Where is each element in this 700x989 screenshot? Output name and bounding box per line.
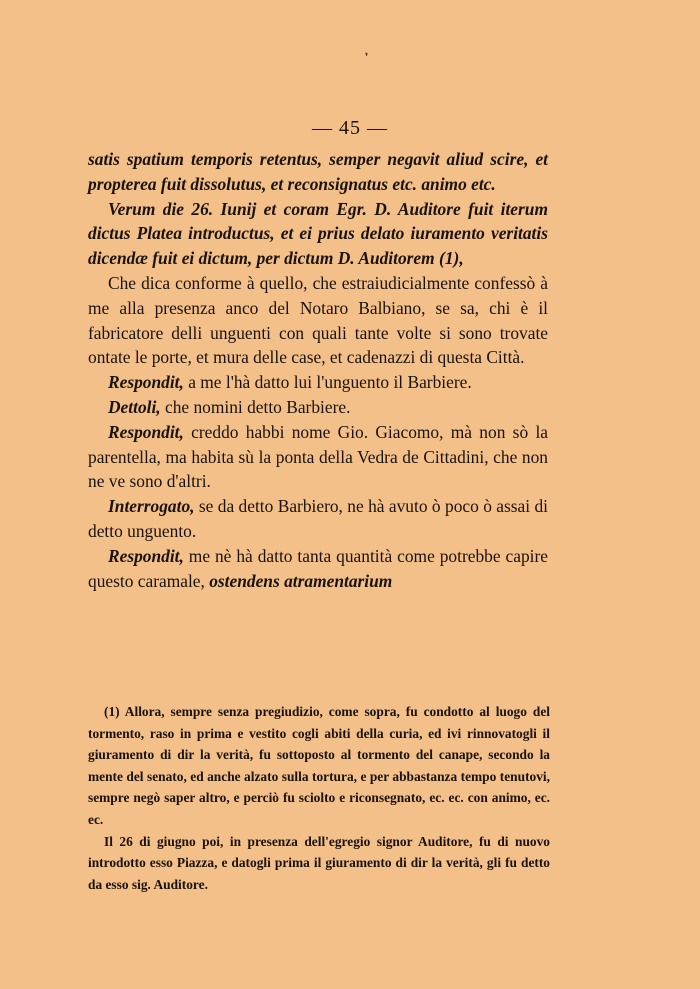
- footnote-reference: (1),: [439, 248, 464, 269]
- page-number: — 45 —: [312, 117, 388, 139]
- answer-text: me nè hà datto tanta quantità come potrebbe capire questo caramale,: [88, 545, 548, 591]
- latin-text: ostendens atramentarium: [204, 570, 393, 591]
- question-text: se da detto Barbiero, ne hà avuto ò poco ò assai di detto unguento.: [88, 496, 548, 541]
- paragraph-question: [88, 494, 548, 544]
- paragraph-answer: [88, 370, 548, 395]
- paragraph-answer: [88, 420, 548, 494]
- question-text: che nomini detto Barbiere.: [160, 396, 351, 417]
- latin-text: Verum die 26. Iunij et coram Egr. D. Auditore fuit iterum dictus Platea introductus, et ei prius delato iuramento veritatis dicendæ fuit ei dictum, per dictum D. Auditorem: [88, 198, 548, 269]
- speaker-label: Interrogato,: [108, 496, 195, 517]
- ink-speck: ❜: [365, 52, 369, 63]
- footnotes: [88, 701, 550, 895]
- footnote-2: Il 26 di giugno poi, in presenza dell'egregio signor Auditore, fu di nuovo introdotto esso Piazza, e datogli prima il giuramento di dir la verità, gli fu detto da esso sig. Auditore.: [88, 833, 550, 892]
- speaker-label: Respondit,: [108, 372, 184, 393]
- question-text: Che dica conforme à quello, che estraiudicialmente confessò à me alla presenza anco del Notaro Balbiano, se sa, chi è il fabricatore delli unguenti con quali tante volte si sono trovate ontate le porte, et mura delle case, et cadenazzi di questa Città.: [88, 272, 548, 368]
- paragraph-question: [88, 395, 548, 420]
- latin-text: satis spatium temporis retentus, semper negavit aliud scire, et propterea fuit dissolutus, et reconsignatus etc. animo etc.: [88, 149, 548, 194]
- main-text: [88, 147, 548, 593]
- answer-text: a me l'hà datto lui l'unguento il Barbiere.: [183, 372, 472, 393]
- paragraph-latin-record: [88, 197, 548, 271]
- footnote-1: (1) Allora, sempre senza pregiudizio, come sopra, fu condotto al luogo del tormento, raso in prima e vestito cogli abiti della curia, ed ivi rinnovatogli il giuramento di dir la verità, fu sottoposto al tormento del canape, secondo la mente del senato, ed anche alzato sulla tortura, e per abbastanza tempo tenutovi, sempre negò saper altro, e perciò fu sciolto e riconsegnato, ec. ec. con animo, ec. ec.: [88, 704, 550, 827]
- paragraph-latin-continuation: [88, 147, 548, 197]
- speaker-label: Respondit,: [108, 421, 184, 442]
- speaker-label: Respondit,: [108, 545, 184, 566]
- speaker-label: Dettoli,: [108, 396, 161, 417]
- paragraph-question: [88, 271, 548, 370]
- answer-text: creddo habbi nome Gio. Giacomo, mà non sò la parentella, ma habita sù la ponta della Vedra de Cittadini, che non ne ve sono d'altri.: [88, 421, 548, 492]
- paragraph-answer: [88, 544, 548, 594]
